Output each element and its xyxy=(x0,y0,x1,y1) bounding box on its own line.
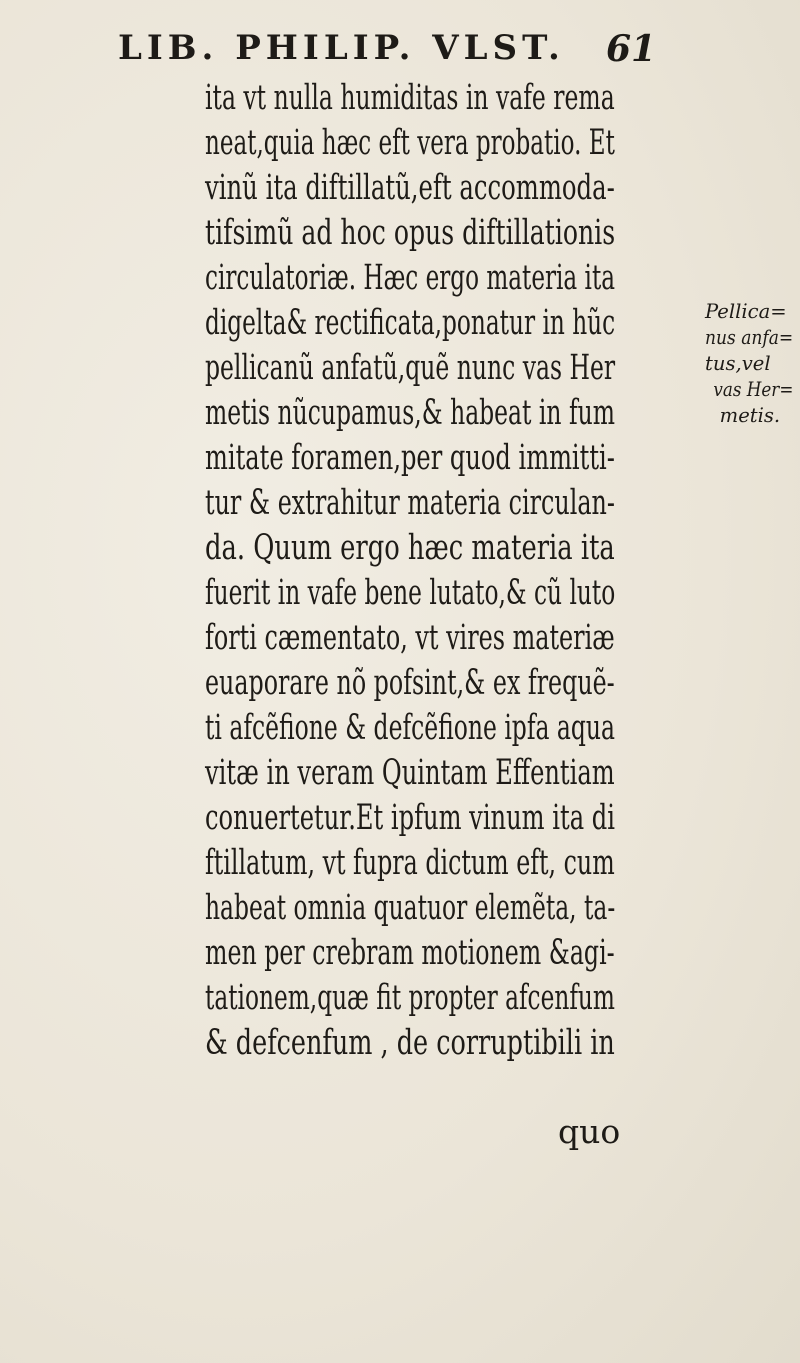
text-line: ita vt nulla humiditas in vafe rema xyxy=(205,78,615,118)
text-line: pellicanũ anfatũ,quẽ nunc vas Her xyxy=(205,348,616,388)
text-line: circulatoriæ. Hæc ergo materia ita xyxy=(205,258,616,298)
catchword: quo xyxy=(558,1112,621,1151)
text-line: digelta& rectificata,ponatur in hũc xyxy=(205,303,616,343)
text-line: ti afcẽfione & defcẽfione ipfa aqua xyxy=(205,708,616,748)
text-line: ftillatum, vt fupra dictum eft, cum xyxy=(205,843,615,883)
running-head: LIB. PHILIP. VLST. xyxy=(118,28,565,68)
text-line: da. Quum ergo hæc materia ita xyxy=(205,528,615,568)
margin-note-line: tus,vel xyxy=(705,351,771,375)
margin-note xyxy=(705,298,795,428)
text-line: vinũ ita diftillatũ,eft accommoda- xyxy=(205,168,615,208)
margin-note-line: Pellica= xyxy=(705,299,787,323)
text-line: & defcenfum , de corruptibili in xyxy=(205,1023,615,1063)
text-line: euaporare nõ pofsint,& ex frequẽ- xyxy=(205,663,615,703)
margin-note-line: nus anfa= xyxy=(705,325,794,349)
text-line: tur & extrahitur materia circulan- xyxy=(205,483,615,523)
text-line: conuertetur.Et ipfum vinum ita di xyxy=(205,798,615,838)
text-line: habeat omnia quatuor elemẽta, ta- xyxy=(205,888,616,928)
text-line: tationem,quæ fit propter afcenfum xyxy=(205,978,615,1018)
page-number: 61 xyxy=(606,28,657,70)
text-line: forti cæmentato, vt vires materiæ xyxy=(205,618,615,658)
text-line: metis nũcupamus,& habeat in fum xyxy=(205,393,615,433)
text-line: men per crebram motionem &agi- xyxy=(205,933,615,973)
text-line: vitæ in veram Quintam Effentiam xyxy=(205,753,615,793)
text-line: tifsimũ ad hoc opus diftillationis xyxy=(205,213,616,253)
text-line: mitate foramen,per quod immitti- xyxy=(205,438,615,478)
running-header xyxy=(118,28,657,76)
margin-note-line: vas Her= xyxy=(713,377,794,401)
text-line: neat,quia hæc eft vera probatio. Et xyxy=(205,123,615,163)
margin-note-line: metis. xyxy=(719,403,781,427)
text-line: fuerit in vafe bene lutato,& cũ luto xyxy=(205,573,616,613)
